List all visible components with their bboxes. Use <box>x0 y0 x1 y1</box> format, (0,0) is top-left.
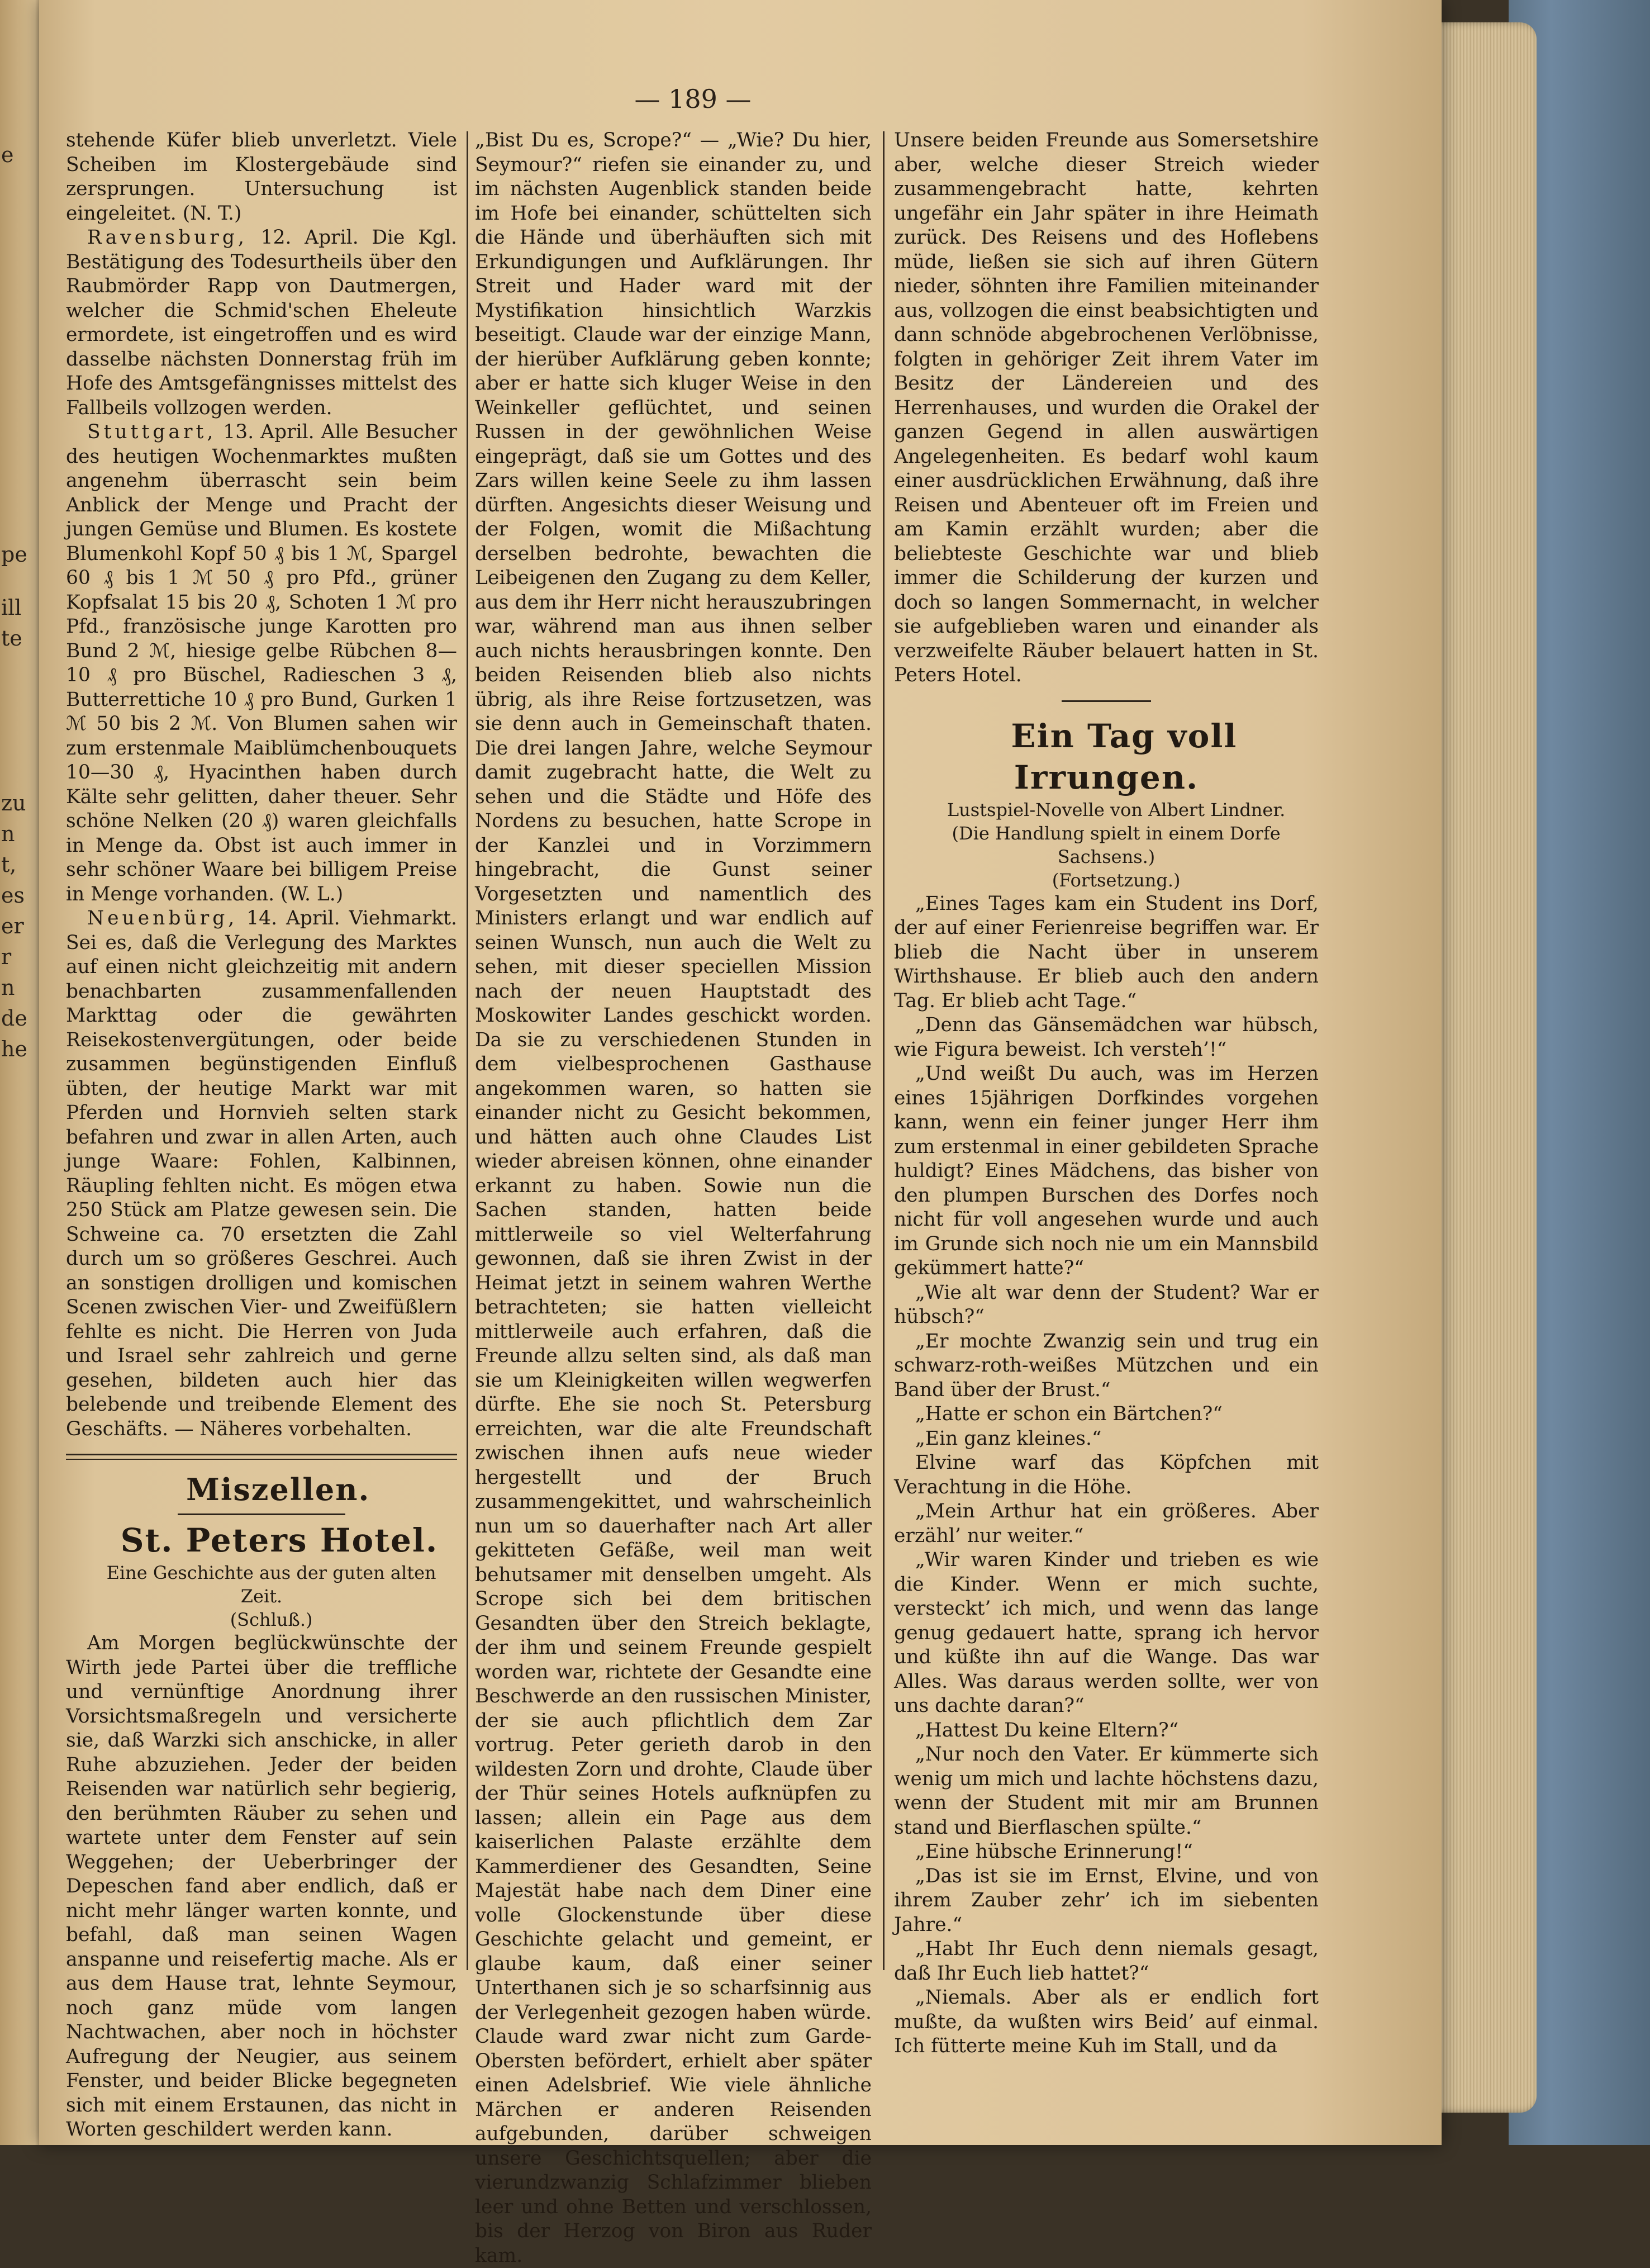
newspaper-page <box>39 0 1442 2267</box>
dialogue-paragraph: „Mein Arthur hat ein größeres. Aber erzähl’ nur weiter.“ <box>894 1500 1319 1547</box>
dialogue-paragraph: „Er mochte Zwanzig sein und trug ein schwarz-roth-weißes Mützchen und ein Band über der Brust.“ <box>894 1330 1319 1401</box>
column-2 <box>475 129 872 2268</box>
article-continuation: stehende Küfer blieb unverletzt. Viele Scheiben im Klostergebäude sind zersprungen. Untersuchung ist eingeleitet. (N. T.) <box>66 129 457 225</box>
dialogue-paragraph: „Wir waren Kinder und trieben es wie die Kinder. Wenn er mich suchte, versteckt’ ich mich, und wenn das lange genug gedauert hatte, sprang ich hervor und küßte ihn auf die Wange. Das war Alles. Was daraus werden sollte, wer von uns dachte daran?“ <box>894 1549 1319 1717</box>
news-neuenbuerg <box>66 907 457 1441</box>
fragment-line: he <box>1 1037 27 1061</box>
news-text: 14. April. Viehmarkt. Sei es, daß die Verlegung des Marktes auf einen nicht gleichzeitig mit andern benachbarten zusammenfallenden Markttag oder die gewährten Reisekostenvergütungen, oder beide zusammen begünstigenden Einfluß übten, der heutige Markt war mit Pferden und Hornvieh selten stark befahren und zwar in allen Arten, auch junge Waare: Fohlen, Kalbinnen, Räupling fehlten nicht. Es mögen etwa 250 Stück am Platze gewesen sein. Die Schweine ca. 70 ersetzten die Zahl durch um so größeres Geschrei. Auch an sonstigen drolligen und komischen Scenen zwischen Vier- und Zweifüßlern fehlte es nicht. Die Herren von Juda und Israel sehr zahlreich und gerne gesehen, bildeten auch hier das belebende und treibende Element des Geschäfts. — Näheres vorbehalten. <box>66 907 457 1440</box>
place-name: Ravensburg, <box>87 226 248 249</box>
dialogue-paragraph: „Wie alt war denn der Student? War er hübsch?“ <box>894 1281 1319 1328</box>
fragment-line: t, <box>1 852 17 877</box>
dialogue-paragraph: „Niemals. Aber als er endlich fort mußte, da wußten wirs Beid’ auf einmal. Ich fütterte meine Kuh im Stall, und da <box>894 1986 1319 2057</box>
place-name: Stuttgart, <box>87 421 217 443</box>
column-1 <box>66 129 457 2142</box>
story-subtitle: Eine Geschichte aus der guten alten Zeit. <box>106 1562 436 1607</box>
dialogue-paragraph: Elvine warf das Köpfchen mit Verachtung in die Höhe. <box>894 1451 1319 1498</box>
story-text: Am Morgen beglückwünschte der Wirth jede Partei über die treffliche und vernünftige Anordnung ihrer Vorsichtsmaßregeln und versicherte sie, daß Warzki sich anschicke, in aller Ruhe abzuziehen. Jeder der beiden Reisenden war natürlich sehr begierig, den berühmten Räuber zu sehen und wartete unter dem Fenster auf sein Weggehen; der Ueberbringer der Depeschen fand aber endlich, daß er nicht mehr länger warten konnte, und befahl, daß man seinen Wagen anspanne und reisefertig mache. Als er aus dem Hause trat, lehnte Seymour, noch ganz müde vom langen Nachtwachen, aber noch in höchster Aufregung der Neugier, aus seinem Fenster, und beider Blicke begegneten sich mit einem Erstaunen, das nicht in Worten geschildert werden kann. <box>66 1632 457 2141</box>
fragment-line: e <box>1 143 14 167</box>
fragment-line: ill <box>1 595 22 620</box>
fragment-line: pe <box>1 542 27 567</box>
fragment-line: de <box>1 1006 27 1031</box>
fragment-line: es <box>1 883 25 908</box>
story2-note: (Fortsetzung.) <box>1052 869 1181 891</box>
story-ending: Unsere beiden Freunde aus Somersetshire aber, welche dieser Streich wieder zusammengebracht hatte, kehrten ungefähr ein Jahr später in ihre Heimath zurück. Des Reisens und des Hoflebens müde, ließen sie sich auf ihren Gütern nieder, söhnten ihre Familien miteinander aus, vollzogen die einst beabsichtigten und dann schnöde abgebrochenen Verlöbnisse, folgten in gehöriger Zeit ihrem Vater im Besitz der Ländereien und des Herrenhauses, und wurden die Orakel der ganzen Gegend in allen auswärtigen Angelegenheiten. Es bedarf wohl kaum einer ausdrücklichen Erwähnung, daß ihre Reisen und Abenteuer oft im Freien und am Kamin erzählt wurden; aber die beliebteste Geschichte war und blieb immer die Schilderung der kurzen und doch so langen Sommernacht, in welcher sie aufgeblieben waren und einander als verzweifelte Räuber belauert hatten in St. Peters Hotel. <box>894 129 1319 686</box>
dialogue-paragraph: „Denn das Gänsemädchen war hübsch, wie Figura beweist. Ich versteh’!“ <box>894 1014 1319 1061</box>
dialogue-paragraph: „Eines Tages kam ein Student ins Dorf, der auf einer Ferienreise begriffen war. Er blieb die Nacht über in unserem Wirthshause. Er blieb auch den andern Tag. Er blieb acht Tage.“ <box>894 892 1319 1012</box>
news-text: 13. April. Alle Besucher des heutigen Wochenmarktes mußten angenehm überrascht sein beim Anblick der Menge und Pracht der jungen Gemüse und Blumen. Es kostete Blumenkohl Kopf 50 ₰ bis 1 ℳ, Spargel 60 ₰ bis 1 ℳ 50 ₰ pro Pfd., grüner Kopfsalat 15 bis 20 ₰, Schoten 1 ℳ pro Pfd., französische junge Karotten pro Bund 2 ℳ, hiesige gelbe Rübchen 8—10 ₰ pro Büschel, Radieschen 3 ₰, Butterrettiche 10 ₰ pro Bund, Gurken 1 ℳ 50 bis 2 ℳ. Von Blumen sahen wir zum erstenmale Maiblümchenbouquets 10—30 ₰, Hyacinthen haben durch Kälte sehr gelitten, daher theuer. Sehr schöne Nelken (20 ₰) waren gleichfalls in Menge da. Obst ist auch immer in sehr schöner Waare bei billigem Preise in Menge vorhanden. (W. L.) <box>66 421 458 905</box>
story-text: „Bist Du es, Scrope?“ — „Wie? Du hier, Seymour?“ riefen sie einander zu, und im nächsten Augenblick standen beide im Hofe bei einander, schüttelten sich die Hände und überhäuften sich mit Erkundigungen und Aufklärungen. Ihr Streit und Hader ward mit der Mystifikation hinsichtlich Warzkis beseitigt. Claude war der einzige Mann, der hierüber Aufklärung geben konnte; aber er hatte sich kluger Weise in den Weinkeller geflüchtet, und seinen Russen in der gewöhnlichen Weise eingeprägt, daß sie um Gottes und des Zars willen keine Seele zu ihm lassen dürften. Angesichts dieser Weisung und der Folgen, womit die Mißachtung derselben bedrohte, bewachten die Leibeigenen den Zugang zu dem Keller, aus dem ihr Herr nicht herauszubringen war, während man aus ihnen selber auch nichts herausbringen konnte. Den beiden Reisenden blieb also nichts übrig, als ihre Reise fortzusetzen, was sie denn auch in Gemeinschaft thaten. Die drei langen Jahre, welche Seymour damit zugebracht hatte, die Welt zu sehen und die Städte und Höfe des Nordens zu besuchen, hatte Scrope in der Kanzlei und in Vorzimmern hingebracht, die Gunst seiner Vorgesetzten und namentlich des Ministers erlangt und war endlich auf seinen Wunsch, nun auch die Welt zu sehen, mit dieser speciellen Mission nach der neuen Hauptstadt des Moskowiter Landes geschickt worden. Da sie zu verschiedenen Stunden in dem vielbesprochenen Gasthause angekommen waren, so hatten sie einander nicht zu Gesicht bekommen, und hätten auch ohne Claudes List wieder abreisen können, ohne einander erkannt zu haben. Sowie nun die Sachen standen, hatten beide mittlerweile so viel Welterfahrung gewonnen, daß sie ihren Zwist in der Heimat jetzt in seinem wahren Werthe betrachteten; sie hatten vielleicht mittlerweile auch erfahren, daß die Freunde allzu selten sind, als daß man sie um Kleinigkeiten willen wegwerfen dürfte. Ehe sie noch St. Petersburg erreichten, war die alte Freundschaft zwischen ihnen aufs neue wieder hergestellt und der Bruch zusammengekittet, und wahrscheinlich nun um so dauerhafter nach Art aller gekitteten Gefäße, weil man weit behutsamer mit denselben umgeht. Als Scrope sich bei dem britischen Gesandten über den Streich beklagte, der ihm und seinem Freunde gespielt worden war, richtete der Gesandte eine Beschwerde an den russischen Minister, der sie auch pflichtlich dem Zar vortrug. Peter gerieth darob in den wildesten Zorn und drohte, Claude über der Thür seines Hotels aufknüpfen zu lassen; allein ein Page aus dem kaiserlichen Palaste erzählte dem Kammerdiener des Gesandten, Seine Majestät habe nach dem Diner eine volle Glockenstunde über diese Geschichte gelacht und gemeint, er glaube kaum, daß einer seiner Unterthanen sich je so scharfsinnig aus der Verlegenheit gezogen haben würde. Claude ward zwar nicht zum Garde-Obersten befördert, erhielt aber später einen Adelsbrief. Wie viele ähnliche Märchen er anderen Reisenden aufgebunden, darüber schweigen unsere Geschichtsquellen; aber die vierundzwanzig Schlafzimmer blieben leer und ohne Betten und verschlossen, bis der Herzog von Biron aus Ruder kam. <box>475 129 872 2267</box>
column-3 <box>894 129 1319 2059</box>
dialogue-paragraph: „Ein ganz kleines.“ <box>915 1427 1102 1450</box>
heading-divider <box>178 1513 345 1515</box>
story-note: (Schluß.) <box>230 1609 313 1630</box>
fragment-line: zu <box>1 791 26 815</box>
story-divider <box>1062 700 1151 702</box>
fragment-line: n <box>1 822 15 846</box>
news-text: 12. April. Die Kgl. Bestätigung des Todesurtheils über den Raubmörder Rapp von Dautmergen, welcher die Schmid'schen Eheleute ermordete, ist eingetroffen und es wird dasselbe nächsten Donnerstag früh im Hofe des Amtsgefängnisses mittelst des Fallbeils vollzogen werden. <box>66 226 457 419</box>
news-ravensburg <box>66 226 457 420</box>
dialogue-paragraph: „Hattest Du keine Eltern?“ <box>915 1719 1179 1742</box>
dialogue-paragraph: „Und weißt Du auch, was im Herzen eines 15jährigen Dorfkindes vorgehen kann, wenn ein feiner junger Herr ihm zum erstenmal in einer gebildeten Sprache huldigt? Eines Mädchens, das bisher von den plumpen Burschen des Dorfes noch nicht für voll angesehen wurde und auch im Grunde sich noch nie um ein Mannsbild gekümmert hatte?“ <box>894 1062 1319 1279</box>
story-title: St. Peters Hotel. <box>120 1521 439 1559</box>
section-heading: Miszellen. <box>186 1472 370 1507</box>
story2-setting: (Die Handlung spielt in einem Dorfe Sachsens.) <box>952 822 1281 867</box>
dialogue-paragraph: „Eine hübsche Erinnerung!“ <box>915 1840 1193 1863</box>
fragment-line: er <box>1 914 24 938</box>
column-rule <box>883 131 885 1970</box>
page-number: — 189 — <box>634 84 752 114</box>
fragment-line: r <box>1 945 12 969</box>
news-stuttgart <box>66 420 457 907</box>
page-stack-edge <box>1430 22 1537 2113</box>
story2-byline: Lustspiel-Novelle von Albert Lindner. <box>947 799 1286 820</box>
left-page-fragment <box>1 140 35 1065</box>
dialogue-paragraph: „Hatte er schon ein Bärtchen?“ <box>915 1403 1223 1425</box>
section-divider <box>66 1454 457 1460</box>
dialogue-paragraph: „Das ist sie im Ernst, Elvine, und von ihrem Zauber zehr’ ich im siebenten Jahre.“ <box>894 1864 1319 1936</box>
column-rule <box>467 131 468 1970</box>
dialogue-paragraph: „Habt Ihr Euch denn niemals gesagt, daß Ihr Euch lieb hattet?“ <box>894 1938 1319 1985</box>
fragment-line: te <box>1 626 22 651</box>
fragment-line: n <box>1 975 15 1000</box>
story2-title: Ein Tag voll Irrungen. <box>1011 717 1238 796</box>
place-name: Neuenbürg, <box>87 907 238 929</box>
dialogue-paragraph: „Nur noch den Vater. Er kümmerte sich wenig um mich und lachte höchstens dazu, wenn der Student mit mir am Brunnen stand und Bierflaschen spülte.“ <box>894 1743 1319 1839</box>
